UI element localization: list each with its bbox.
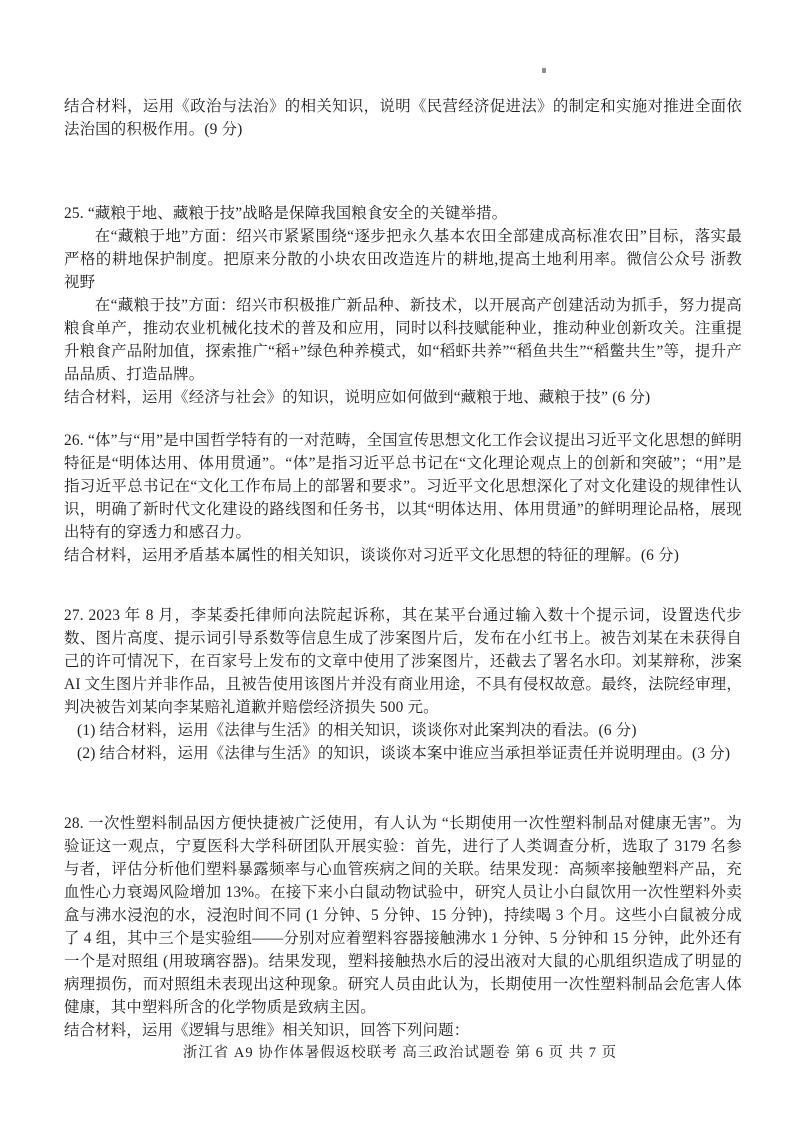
question-27-subquestion-1: (1) 结合材料，运用《法律与生活》的相关知识，谈谈你对此案判决的看法。(6 分) <box>77 722 637 739</box>
question-25-material-1: 在“藏粮于地”方面：绍兴市紧紧围绕“逐步把永久基本农田全部建成高标准农田”目标，落实最严格的耕地保护制度。把原来分散的小块农田改造连片的耕地,提高土地利用率。微信公众号 浙教视野 <box>64 228 742 291</box>
question-25-task: 结合材料，运用《经济与社会》的知识，说明应如何做到“藏粮于地、藏粮于技” (6 分) <box>64 389 651 406</box>
scan-artifact-dot <box>542 68 546 73</box>
question-28-task: 结合材料，运用《逻辑与思维》相关知识，回答下列问题： <box>64 1022 470 1039</box>
question-24-tail-section <box>64 95 742 141</box>
question-25-material-2: 在“藏粮于技”方面：绍兴市积极推广新品种、新技术，以开展高产创建活动为抓手，努力提高粮食单产，推动农业机械化技术的普及和应用，同时以科技赋能种业，推动种业创新攻关。注重提升粮食产品附加值，探索推广“稻+”绿色种养模式，如“稻虾共养”“稻鱼共生”“稻鳖共生”等，提升产品品质、打造品牌。 <box>64 297 742 383</box>
question-28-section <box>64 812 742 1042</box>
page-footer: 浙江省 A9 协作体暑假返校联考 高三政治试题卷 第 6 页 共 7 页 <box>182 1045 618 1061</box>
question-26-section <box>64 429 742 567</box>
question-28-stem: 28. 一次性塑料制品因方便快捷被广泛使用，有人认为 “长期使用一次性塑料制品对健康无害”。为验证这一观点，宁夏医科大学科研团队开展实验：首先，进行了人类调查分析，选取了 3179 名参与者，评估分析他们塑料暴露频率与心血管疾病之间的关联。结果发现：高频率接触塑料产品，充血性心力衰竭风险增加 13%。在接下来小白鼠动物试验中，研究人员让小白鼠饮用一次性塑料外卖盒与沸水浸泡的水，浸泡时间不同 (1 分钟、5 分钟、15 分钟)，持续喝 3 个月。这些小白鼠被分成了 4 组，其中三个是实验组——分别对应着塑料容器接触沸水 1 分钟、5 分钟和 15 分钟，此外还有一个是对照组 (用玻璃容器)。结果发现，塑料接触热水后的浸出液对大鼠的心肌组织造成了明显的病理损伤，而对照组未表现出这种现象。研究人员由此认为，长期使用一次性塑料制品会危害人体健康，其中塑料所含的化学物质是致病主因。 <box>64 815 742 1016</box>
question-27-subquestion-2: (2) 结合材料，运用《法律与生活》的知识，谈谈本案中谁应当承担举证责任并说明理由。(3 分) <box>77 745 731 762</box>
question-27-section <box>64 604 742 765</box>
question-27-stem: 27. 2023 年 8 月，李某委托律师向法院起诉称，其在某平台通过输入数十个提示词，设置迭代步数、图片高度、提示词引导系数等信息生成了涉案图片后，发布在小红书上。被告刘某在未获得自己的许可情况下，在百家号上发布的文章中使用了涉案图片，还截去了署名水印。刘某辩称，涉案 AI 文生图片并非作品，且被告使用该图片并没有商业用途，不具有侵权故意。最终，法院经审理，判决被告刘某向李某赔礼道歉并赔偿经济损失 500 元。 <box>64 607 742 716</box>
question-25-section <box>64 202 742 409</box>
question-25-stem: 25. “藏粮于地、藏粮于技”战略是保障我国粮食安全的关键举措。 <box>64 205 508 222</box>
question-24-requirement-text: 结合材料，运用《政治与法治》的相关知识，说明《民营经济促进法》的制定和实施对推进全面依法治国的积极作用。(9 分) <box>64 98 742 138</box>
question-26-stem: 26. “体”与“用”是中国哲学特有的一对范畴，全国宣传思想文化工作会议提出习近平文化思想的鲜明特征是“明体达用、体用贯通”。“体”是指习近平总书记在“文化理论观点上的创新和突破”；“用”是指习近平总书记在“文化工作布局上的部署和要求”。习近平文化思想深化了对文化建设的规律性认识，明确了新时代文化建设的路线图和任务书，以其“明体达用、体用贯通”的鲜明理论品格，展现出特有的穿透力和感召力。 <box>64 432 742 541</box>
question-26-task: 结合材料，运用矛盾基本属性的相关知识，谈谈你对习近平文化思想的特征的理解。(6 分) <box>64 547 680 564</box>
